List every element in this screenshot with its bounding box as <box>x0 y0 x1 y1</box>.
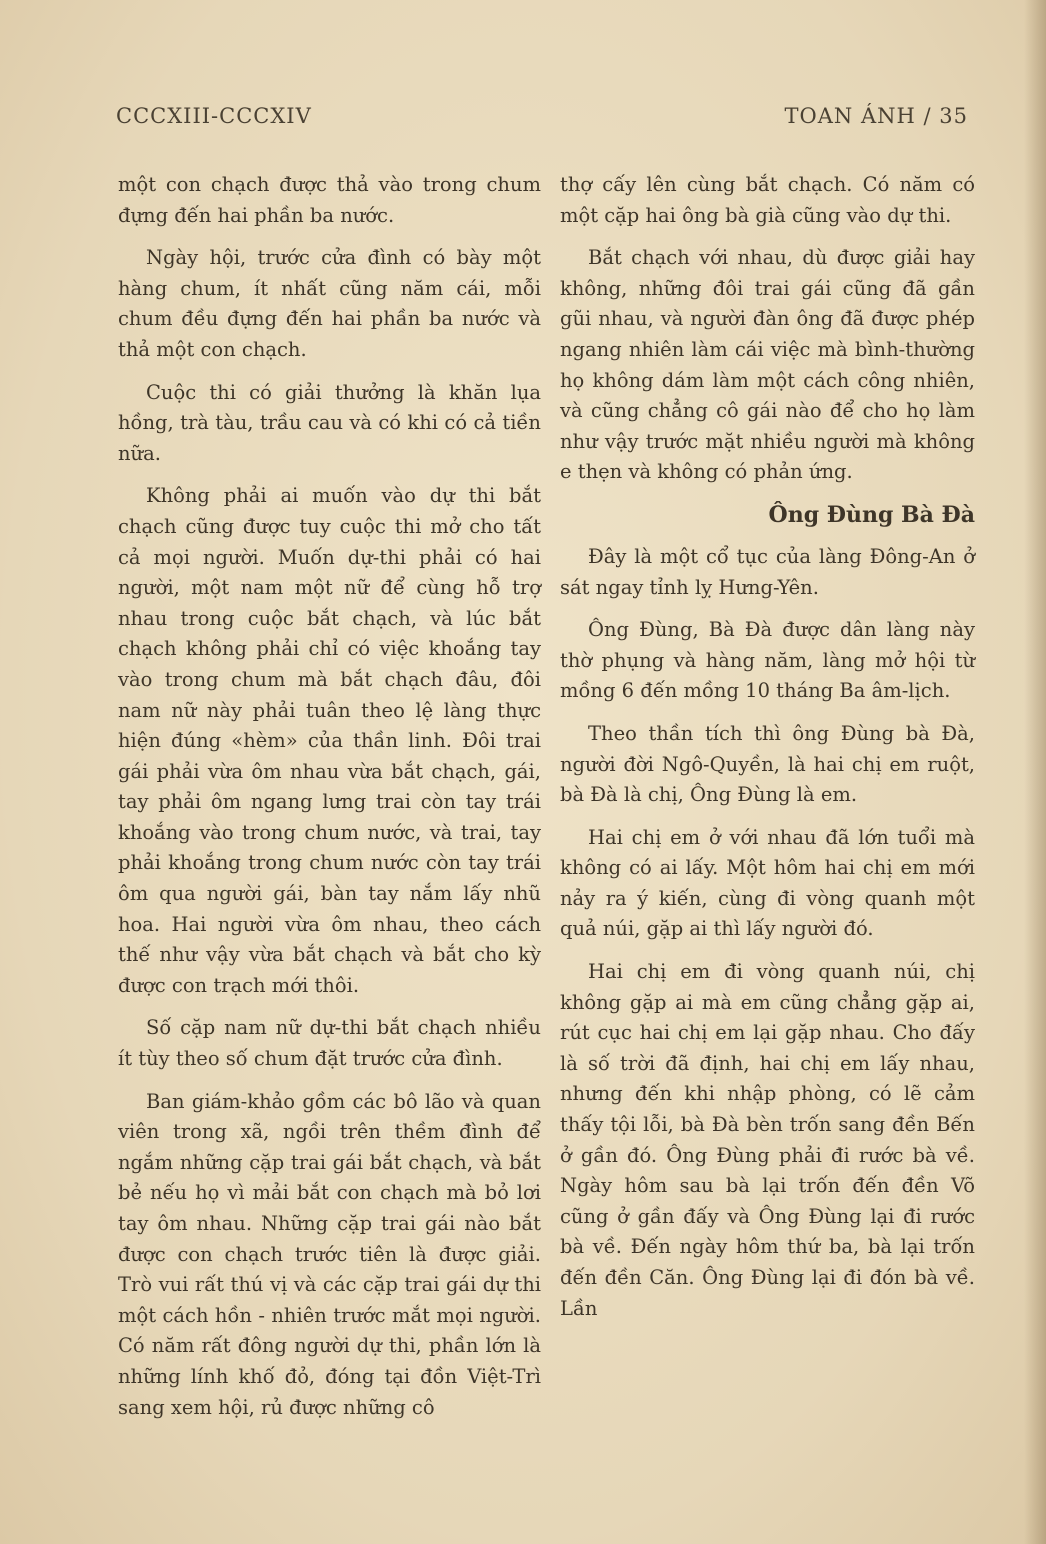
paragraph: Ông Đùng, Bà Đà được dân làng này thờ phụng và hàng năm, làng mở hội từ mồng 6 đến mồng 10 tháng Ba âm-lịch. <box>560 618 975 703</box>
paragraph: Ngày hội, trước cửa đình có bày một hàng chum, ít nhất cũng năm cái, mỗi chum đều đựng đến hai phần ba nước và thả một con chạch. <box>118 246 541 361</box>
paragraph: thợ cấy lên cùng bắt chạch. Có năm có một cặp hai ông bà già cũng vào dự thi. <box>560 173 975 227</box>
page-edge-shadow <box>1024 0 1046 1544</box>
paragraph: Theo thần tích thì ông Đùng bà Đà, người đời Ngô-Quyền, là hai chị em ruột, bà Đà là chị, Ông Đùng là em. <box>560 721 975 807</box>
section-title: Ông Đùng Bà Đà <box>768 501 975 528</box>
header-author-page-number: TOAN ÁNH / 35 <box>784 104 968 128</box>
paragraph: Bắt chạch với nhau, dù được giải hay không, những đôi trai gái cũng đã gần gũi nhau, và người đàn ông đã được phép ngang nhiên làm cái việc mà bình-thường họ không dám làm một cách công nhiên, và cũng chẳng cô gái nào để cho họ làm như vậy trước mặt nhiều người mà không e thẹn và không có phản ứng. <box>560 246 975 484</box>
paragraph: Hai chị em ở với nhau đã lớn tuổi mà không có ai lấy. Một hôm hai chị em mới nảy ra ý kiến, cùng đi vòng quanh một quả núi, gặp ai thì lấy người đó. <box>560 825 975 941</box>
paragraph: Số cặp nam nữ dự-thi bắt chạch nhiều ít tùy theo số chum đặt trước cửa đình. <box>118 1016 541 1071</box>
paragraph: Hai chị em đi vòng quanh núi, chị không gặp ai mà em cũng chẳng gặp ai, rút cục hai chị em lại gặp nhau. Cho đấy là số trời đã định, hai chị em lấy nhau, nhưng đến khi nhập phòng, có lẽ cảm thấy tội lỗi, bà Đà bèn trốn sang đền Bến ở gần đó. Ông Đùng phải đi rước bà về. Ngày hôm sau bà lại trốn đến đền Võ cũng ở gần đấy và Ông Đùng lại đi rước bà về. Đến ngày hôm thứ ba, bà lại trốn đến đền Căn. Ông Đùng lại đi đón bà về. Lần <box>560 960 975 1320</box>
left-column <box>118 170 541 1435</box>
paragraph: Đây là một cổ tục của làng Đông-An ở sát ngay tỉnh lỵ Hưng-Yên. <box>560 544 975 599</box>
running-header <box>116 104 968 134</box>
header-section-code: CCCXIII-CCCXIV <box>116 104 312 128</box>
paragraph: Không phải ai muốn vào dự thi bắt chạch cũng được tuy cuộc thi mở cho tất cả mọi người. Muốn dự-thi phải có hai người, một nam một nữ để cùng hỗ trợ nhau trong cuộc bắt chạch, và lúc bắt chạch không phải chỉ có việc khoắng tay vào trong chum mà bắt chạch đâu, đôi nam nữ này phải tuân theo lệ làng thực hiện đúng «hèm» của thần linh. Đôi trai gái phải vừa ôm nhau vừa bắt chạch, gái, tay phải ôm ngang lưng trai còn tay trái khoắng vào trong chum nước, và trai, tay phải khoắng trong chum nước còn tay trái ôm qua người gái, bàn tay nắm lấy nhũ hoa. Hai người vừa ôm nhau, theo cách thế như vậy vừa bắt chạch và bắt cho kỳ được con trạch mới thôi. <box>118 484 541 997</box>
paragraph: Cuộc thi có giải thưởng là khăn lụa hồng, trà tàu, trầu cau và có khi có cả tiền nữa. <box>118 380 541 465</box>
paragraph: một con chạch được thả vào trong chum đựng đến hai phần ba nước. <box>118 173 541 227</box>
right-column <box>560 170 975 1336</box>
paragraph: Ban giám-khảo gồm các bô lão và quan viên trong xã, ngồi trên thềm đình để ngắm những cặp trai gái bắt chạch, và bắt bẻ nếu họ vì mải bắt con chạch mà bỏ lơi tay ôm nhau. Những cặp trai gái nào bắt được con chạch trước tiên là được giải. Trò vui rất thú vị và các cặp trai gái dự thi một cách hồn - nhiên trước mắt mọi người. Có năm rất đông người dự thi, phần lớn là những lính khố đỏ, đóng tại đồn Việt-Trì sang xem hội, rủ được những cô <box>118 1089 541 1419</box>
